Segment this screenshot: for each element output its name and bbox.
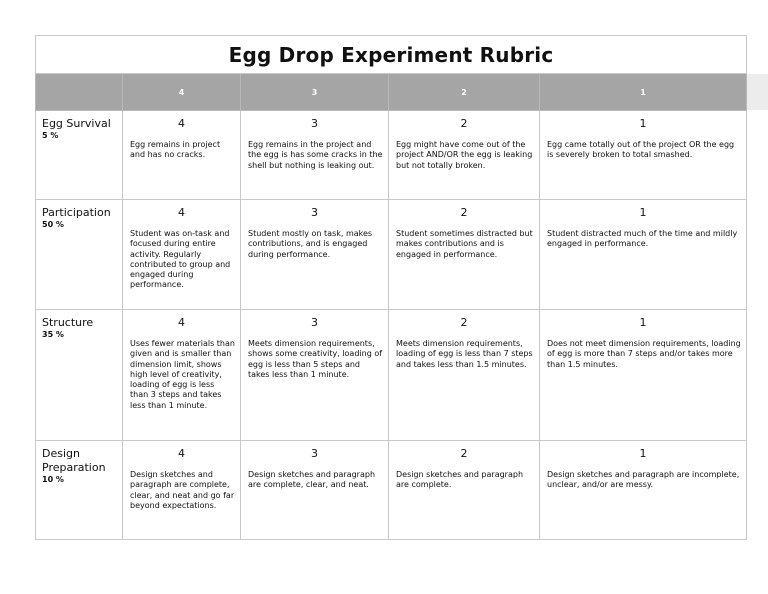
rubric-cell [540,441,747,540]
header-score-3: 3 [241,74,389,111]
cell-description: Does not meet dimension requirements, loading of egg is more than 7 steps and/or takes more than 1.5 minutes. [547,339,741,369]
cell-description: Meets dimension requirements, loading of egg is less than 7 steps and takes less than 1.5 minutes. [396,339,533,369]
cell-score: 2 [460,447,468,460]
cell-description: Student distracted much of the time and mildly engaged in performance. [547,229,738,249]
rubric-cell [540,111,747,200]
rubric-cell [241,310,389,441]
rubric-cell [389,200,540,310]
category-cell [36,111,123,200]
cell-description: Student sometimes distracted but makes contributions and is engaged in performance. [396,229,533,259]
category-weight: 35 % [42,330,64,339]
category-name: Structure [42,316,94,329]
rubric-cell [241,441,389,540]
cell-score: 3 [311,447,318,460]
cell-score: 4 [178,447,185,460]
rubric-cell [123,441,241,540]
cell-score: 3 [311,316,318,329]
cell-description: Design sketches and paragraph are complete, clear, and neat and go far beyond expectations. [130,470,235,510]
category-weight: 50 % [42,220,64,229]
rubric-cell [389,310,540,441]
table-row [36,310,747,441]
category-name: Egg Survival [42,117,111,130]
table-row [36,111,747,200]
rubric-cell [123,310,241,441]
cell-description: Egg remains in the project and the egg is has some cracks in the shell but nothing is leaking out. [248,140,383,170]
cell-description: Egg came totally out of the project OR the egg is severely broken to total smashed. [547,140,735,160]
header-edge-shade [746,74,768,110]
cell-score: 2 [460,206,468,219]
cell-score: 3 [311,206,318,219]
rubric-cell [389,441,540,540]
cell-score: 1 [639,316,647,329]
rubric-table [35,35,747,540]
rubric-cell [241,111,389,200]
cell-score: 1 [639,117,647,130]
header-score-2: 2 [389,74,540,111]
cell-description: Meets dimension requirements, shows some creativity, loading of egg is less than 5 steps and takes less than 1 minute. [248,339,383,379]
rubric-cell [540,310,747,441]
cell-description: Design sketches and paragraph are incomplete, unclear, and/or are messy. [547,470,740,490]
cell-score: 1 [639,447,647,460]
category-name: Participation [42,206,111,219]
category-cell [36,310,123,441]
category-cell [36,441,123,540]
rubric-cell [540,200,747,310]
cell-description: Design sketches and paragraph are complete, clear, and neat. [248,470,376,490]
cell-description: Student was on-task and focused during entire activity. Regularly contributed to group and engaged during performance. [130,229,231,290]
header-blank [36,74,123,111]
table-row [36,441,747,540]
score-header-row [36,74,747,111]
cell-score: 4 [178,206,185,219]
category-cell [36,200,123,310]
rubric-cell [389,111,540,200]
cell-description: Egg remains in project and has no cracks. [130,140,221,160]
category-weight: 5 % [42,131,59,140]
rubric-title: Egg Drop Experiment Rubric [36,36,747,74]
cell-score: 4 [178,117,185,130]
category-weight: 10 % [42,475,64,484]
cell-score: 1 [639,206,647,219]
rubric-cell [241,200,389,310]
cell-description: Uses fewer materials than given and is smaller than dimension limit, shows high level of creativity, loading of egg is less than 3 steps and takes less than 1 minute. [130,339,235,410]
cell-description: Design sketches and paragraph are complete. [396,470,524,490]
category-name: Design Preparation [42,447,106,474]
cell-score: 4 [178,316,185,329]
cell-score: 3 [311,117,318,130]
rubric-cell [123,111,241,200]
rubric-cell [123,200,241,310]
header-score-4: 4 [123,74,241,111]
cell-score: 2 [460,117,468,130]
header-score-1: 1 [540,74,747,111]
cell-description: Student mostly on task, makes contributions, and is engaged during performance. [248,229,373,259]
table-row [36,200,747,310]
cell-description: Egg might have come out of the project AND/OR the egg is leaking but not totally broken. [396,140,533,170]
cell-score: 2 [460,316,468,329]
